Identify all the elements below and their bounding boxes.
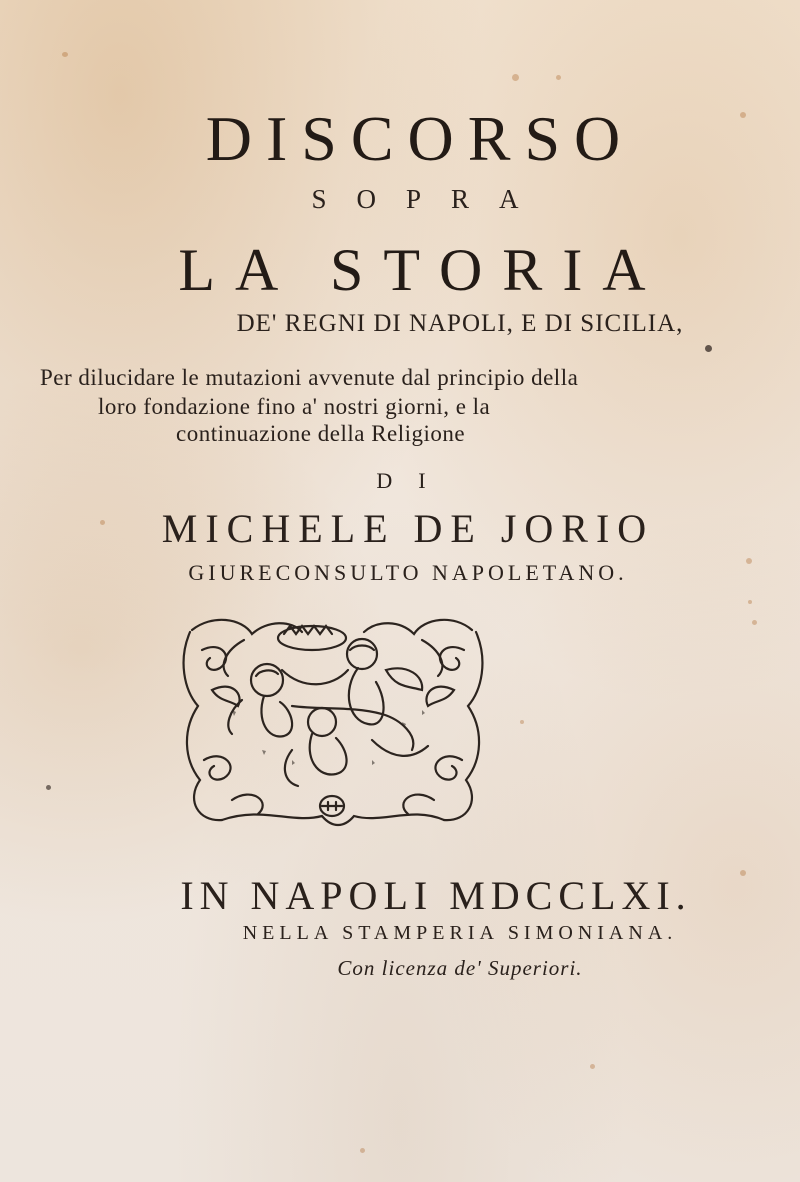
author-preposition: DI — [376, 468, 452, 493]
imprint-place-year: IN NAPOLI MDCCLXI. — [180, 873, 692, 918]
author-name: MICHELE DE JORIO — [161, 506, 655, 551]
subtitle-line-3: continuazione della Religione — [176, 421, 466, 446]
foxing-stain — [360, 1148, 365, 1153]
foxing-stain — [705, 345, 712, 352]
title-line-3: LA STORIA — [178, 237, 666, 303]
imprint-printer: NELLA STAMPERIA SIMONIANA. — [242, 922, 678, 944]
imprint-license: Con licenza de' Superiori. — [337, 956, 583, 980]
title-line-4: DE' REGNI DI NAPOLI, E DI SICILIA, — [236, 310, 684, 337]
foxing-stain — [590, 1064, 595, 1069]
subtitle-line-1: Per dilucidare le mutazioni avvenute dal principio della — [40, 365, 579, 390]
subtitle-line-2: loro fondazione fino a' nostri giorni, e la — [98, 394, 491, 419]
foxing-stain — [752, 620, 757, 625]
foxing-stain — [62, 52, 68, 57]
title-line-2: SOPRA — [311, 184, 549, 214]
foxing-stain — [512, 74, 519, 81]
woodcut-cherubs-ornament-icon — [172, 610, 494, 832]
author-role: GIURECONSULTO NAPOLETANO. — [188, 560, 628, 585]
foxing-stain — [556, 75, 561, 80]
title-line-1: DISCORSO — [205, 103, 635, 174]
foxing-stain — [46, 785, 51, 790]
foxing-stain — [748, 600, 752, 604]
foxing-stain — [520, 720, 524, 724]
